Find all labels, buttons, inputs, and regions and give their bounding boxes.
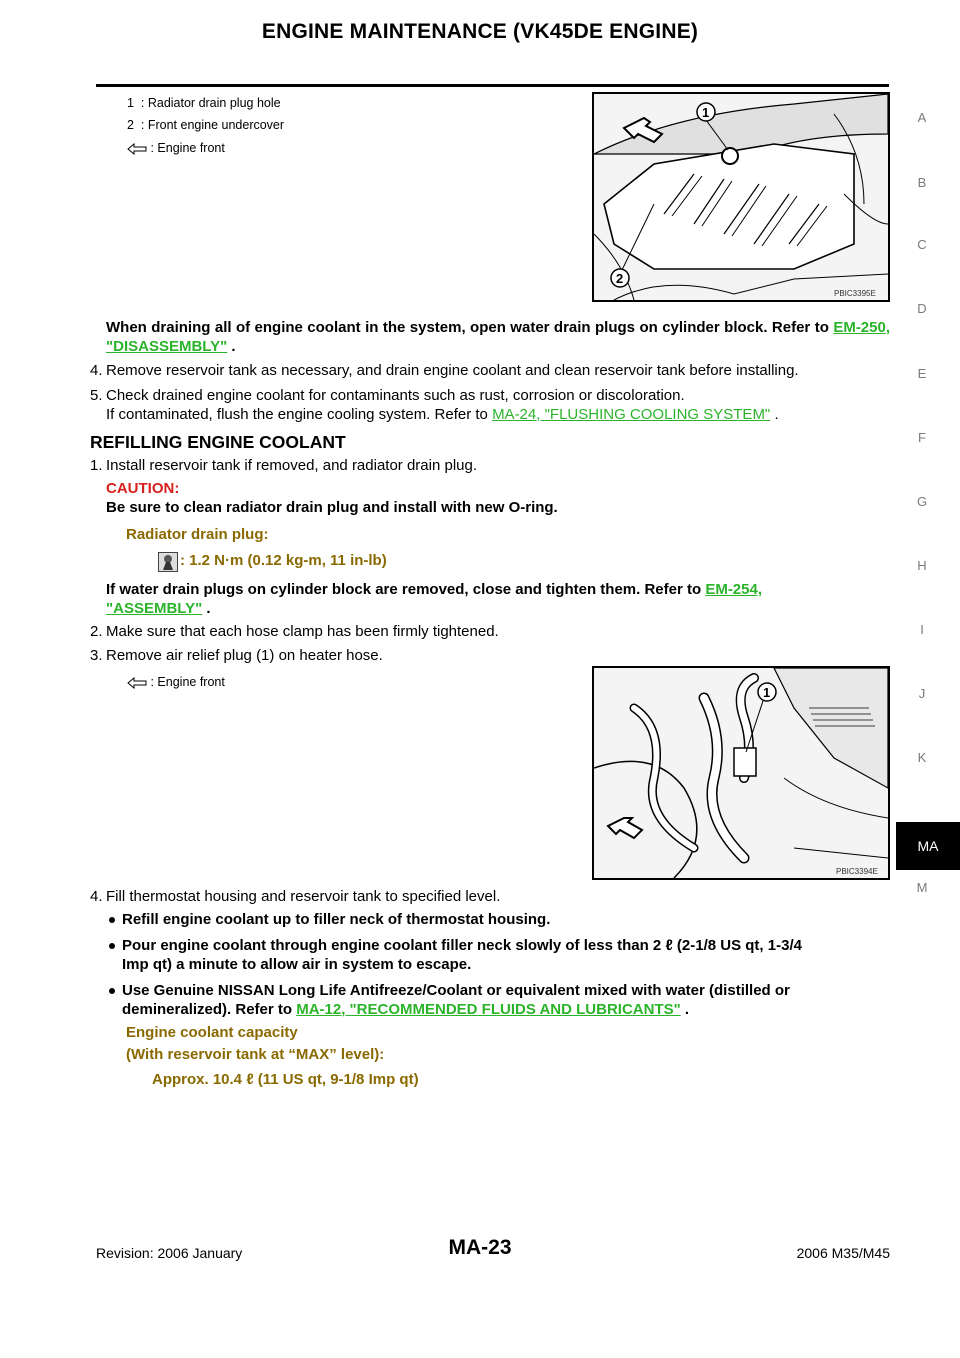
step-text: Remove air relief plug (1) on heater hose. <box>106 647 383 664</box>
section-tab-a[interactable]: A <box>917 110 927 125</box>
section-tab-k[interactable]: K <box>917 750 927 765</box>
section-tab-b[interactable]: B <box>917 175 927 190</box>
figure1-legend-item: 1 : Radiator drain plug hole <box>127 96 281 110</box>
step-text: Fill thermostat housing and reservoir tank to specified level. <box>106 888 501 905</box>
drain-note: When draining all of engine coolant in the system, open water drain plugs on cylinder block. Refer to EM-250, "DISASSEMBLY" . <box>106 319 891 355</box>
torque-value: : 1.2 N·m (0.12 kg-m, 11 in-lb) <box>180 552 387 569</box>
legend-num: 2 <box>127 118 134 132</box>
heater-hose-illustration <box>594 668 888 878</box>
bullet-text: Pour engine coolant through engine coolant filler neck slowly of less than 2 ℓ (2-1/8 US qt, 1-3/4 Imp qt) a minute to allow air in system to escape. <box>122 937 802 973</box>
figure-code: PBIC3394E <box>836 867 878 876</box>
figure1-legend-item: 2 : Front engine undercover <box>127 118 285 132</box>
section-tab-g[interactable]: G <box>916 494 928 509</box>
caution-text: Be sure to clean radiator drain plug and install with new O-ring. <box>106 499 558 516</box>
step-text: Make sure that each hose clamp has been firmly tightened. <box>106 623 499 640</box>
footer-revision: Revision: 2006 January <box>96 1245 243 1261</box>
cylinder-note: If water drain plugs on cylinder block are removed, close and tighten them. Refer to EM-254, "ASSEMBLY" . <box>106 581 763 617</box>
step-text: Remove reservoir tank as necessary, and drain engine coolant and clean reservoir tank before installing. <box>106 362 799 379</box>
bullet <box>109 988 115 994</box>
spec-label: Radiator drain plug: <box>126 526 269 543</box>
link-em-254[interactable]: EM-254, <box>705 581 763 598</box>
step-num: 5. <box>90 387 103 404</box>
link-assembly[interactable]: "ASSEMBLY" <box>106 599 203 617</box>
caution-label: CAUTION: <box>106 480 180 497</box>
page-title: ENGINE MAINTENANCE (VK45DE ENGINE) <box>261 20 699 43</box>
link-ma-24[interactable]: MA-24, "FLUSHING COOLING SYSTEM" <box>492 405 771 423</box>
step-num: 4. <box>90 362 103 379</box>
section-tab-d[interactable]: D <box>917 301 927 316</box>
capacity-value: Approx. 10.4 ℓ (11 US qt, 9-1/8 Imp qt) <box>152 1071 419 1088</box>
header-rule <box>96 84 889 87</box>
step-num: 4. <box>90 888 103 905</box>
arrow-icon <box>127 143 147 155</box>
section-tab-m[interactable]: M <box>916 880 928 895</box>
bullet <box>109 917 115 923</box>
bullet <box>109 943 115 949</box>
link-ma-12[interactable]: MA-12, "RECOMMENDED FLUIDS AND LUBRICANTS" <box>296 1000 681 1018</box>
callout-2: 2 <box>616 271 624 286</box>
figure2-legend-item: : Engine front <box>127 675 225 689</box>
section-tab-j[interactable]: J <box>918 686 926 701</box>
page-number: MA-23 <box>448 1236 512 1259</box>
section-title: REFILLING ENGINE COOLANT <box>90 432 346 452</box>
footer-model: 2006 M35/M45 <box>796 1245 890 1261</box>
figure-air-relief-plug <box>592 666 890 880</box>
section-tab-i[interactable]: I <box>920 622 924 637</box>
section-tab-e[interactable]: E <box>917 366 927 381</box>
section-tab-ma[interactable]: MA <box>896 822 960 870</box>
callout-1: 1 <box>702 105 710 120</box>
figure-radiator-undercover <box>592 92 890 302</box>
capacity-label: Engine coolant capacity <box>126 1024 298 1041</box>
section-tab-c[interactable]: C <box>917 237 927 252</box>
capacity-label: (With reservoir tank at “MAX” level): <box>126 1046 385 1063</box>
callout-1: 1 <box>763 685 771 700</box>
figure-code: PBIC3395E <box>834 289 876 298</box>
step-num: 3. <box>90 647 103 664</box>
step-num: 1. <box>90 457 103 474</box>
bullet-text: Use Genuine NISSAN Long Life Antifreeze/Coolant or equivalent mixed with water (distilled or demineralized). Refer to MA-12, "RECOMMENDED FLUIDS AND LUBRICANTS" . <box>122 982 790 1018</box>
step-text: Install reservoir tank if removed, and radiator drain plug. <box>106 457 478 474</box>
link-em-250[interactable]: EM-250, "DISASSEMBLY" <box>106 319 891 355</box>
undercover-illustration <box>594 94 888 300</box>
arrow-icon <box>127 677 147 689</box>
section-tab-f[interactable]: F <box>918 430 926 445</box>
bullet-text: Refill engine coolant up to filler neck of thermostat housing. <box>122 911 551 928</box>
step-text: Check drained engine coolant for contaminants such as rust, corrosion or discoloration. If contaminated, flush the engine cooling system. Refer to MA-24, "FLUSHING COOLING SYSTEM" . <box>106 387 779 423</box>
torque-wrench-icon <box>158 552 178 572</box>
step-num: 2. <box>90 623 103 640</box>
section-tab-h[interactable]: H <box>917 558 927 573</box>
figure1-legend-item: : Engine front <box>127 141 225 155</box>
